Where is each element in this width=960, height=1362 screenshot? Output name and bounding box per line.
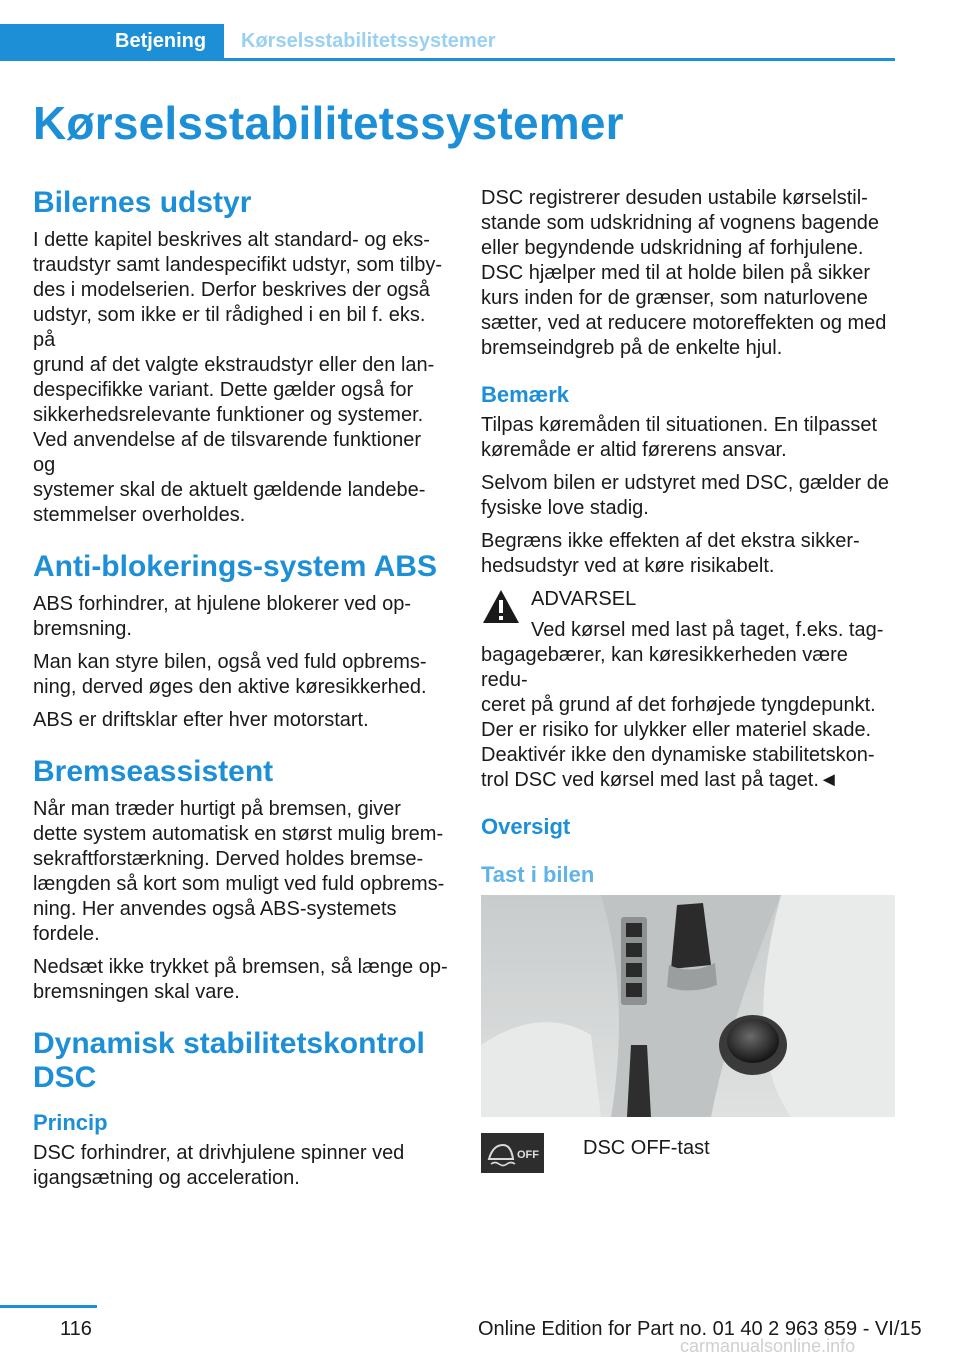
- heading-bremseassistent: Bremseassistent: [33, 755, 274, 788]
- heading-bemaerk: Bemærk: [481, 382, 570, 407]
- warning-text: bagagebærer, kan køresikkerheden være redu- ceret på grund af det forhøjede tyngdepunkt. Der er risiko for ulykker eller materiel skade. Deaktivér ikke den dynamiske stabilitetskon- trol DSC ved kørsel med last på taget.◄: [481, 644, 876, 791]
- dsc-off-key-row: [481, 1133, 895, 1193]
- paragraph-bremse-1: Når man træder hurtigt på bremsen, giver dette system automatisk en størst mulig brem- sekraftforstærkning. Derved holdes bremse- længden så kort som muligt ved fuld opbrems- ning. Her anvendes også ABS-systemets fordele.: [33, 798, 445, 945]
- page-title: Kørselsstabilitetssystemer: [33, 97, 624, 149]
- heading-bilernes-udstyr: Bilernes udstyr: [33, 186, 252, 219]
- page-number: 116: [60, 1318, 92, 1340]
- heading-abs: Anti-blokerings-system ABS: [33, 550, 437, 583]
- heading-tast-i-bilen: Tast i bilen: [481, 862, 595, 887]
- header-section-label: Betjening: [115, 30, 207, 52]
- paragraph-abs-1: ABS forhindrer, at hjulene blokerer ved op- bremsning.: [33, 593, 411, 640]
- paragraph-bemaerk-3: Begræns ikke effekten af det ekstra sikker- hedsudstyr ved at køre risikabelt.: [481, 530, 860, 577]
- heading-princip: Princip: [33, 1110, 108, 1135]
- car-console-photo: [481, 895, 895, 1117]
- left-column: [33, 186, 448, 1199]
- paragraph-udstyr: I dette kapitel beskrives alt standard- og eks- traudstyr samt landespecifikt udstyr, som tilby- des i modelserien. Derfor beskrives der også udstyr, som ikke er til rådighed i en bil f. eks. på grund af det valgte ekstraudstyr eller den lan- despecifikke variant. Dette gælder også for sikkerhedsrelevante funktioner og systemer. Ved anvendelse af de tilsvarende funktioner og systemer skal de aktuelt gældende landebe- stemmelser overholdes.: [33, 229, 443, 526]
- heading-oversigt: Oversigt: [481, 814, 571, 839]
- paragraph-bremse-2: Nedsæt ikke trykket på bremsen, så længe op- bremsningen skal vare.: [33, 956, 448, 1003]
- warning-first-line: Ved kørsel med last på taget, f.eks. tag-: [531, 619, 884, 641]
- dsc-off-key-icon: [481, 1133, 544, 1173]
- dsc-off-key-label: DSC OFF-tast: [583, 1137, 710, 1159]
- warning-box: [481, 587, 895, 793]
- paragraph-bemaerk-2: Selvom bilen er udstyret med DSC, gælder de fysiske love stadig.: [481, 472, 889, 519]
- warning-triangle-icon: [481, 587, 521, 627]
- paragraph-abs-3: ABS er driftsklar efter hver motorstart.: [33, 709, 369, 731]
- footer-rule: [0, 1305, 97, 1308]
- header-chapter-label: Kørselsstabilitetssystemer: [241, 30, 496, 52]
- paragraph-dsc: DSC registrerer desuden ustabile kørselstil- stande som udskridning af vognens bagende eller begyndende udskridning af forhjulene. DSC hjælper med til at holde bilen på sikker kurs inden for de grænser, som naturlovene sætter, ved at reducere motoreffekten og med bremseindgreb på de enkelte hjul.: [481, 187, 887, 359]
- paragraph-princip: DSC forhindrer, at drivhjulene spinner ved igangsætning og acceleration.: [33, 1142, 405, 1189]
- watermark: carmanualsonline.info: [680, 1336, 856, 1356]
- paragraph-bemaerk-1: Tilpas køremåden til situationen. En tilpasset køremåde er altid førerens ansvar.: [481, 414, 878, 461]
- footer-edition: Online Edition for Part no. 01 40 2 963 859 - VI/15: [478, 1318, 922, 1340]
- header-rule: [0, 58, 895, 61]
- warning-title: ADVARSEL: [531, 588, 637, 610]
- svg-text:OFF: OFF: [517, 1149, 539, 1161]
- right-column: [481, 186, 895, 1193]
- heading-dsc: Dynamisk stabilitetskontrol DSC: [33, 1027, 425, 1094]
- paragraph-abs-2: Man kan styre bilen, også ved fuld opbrems- ning, derved øges den aktive køresikkerhed.: [33, 651, 427, 698]
